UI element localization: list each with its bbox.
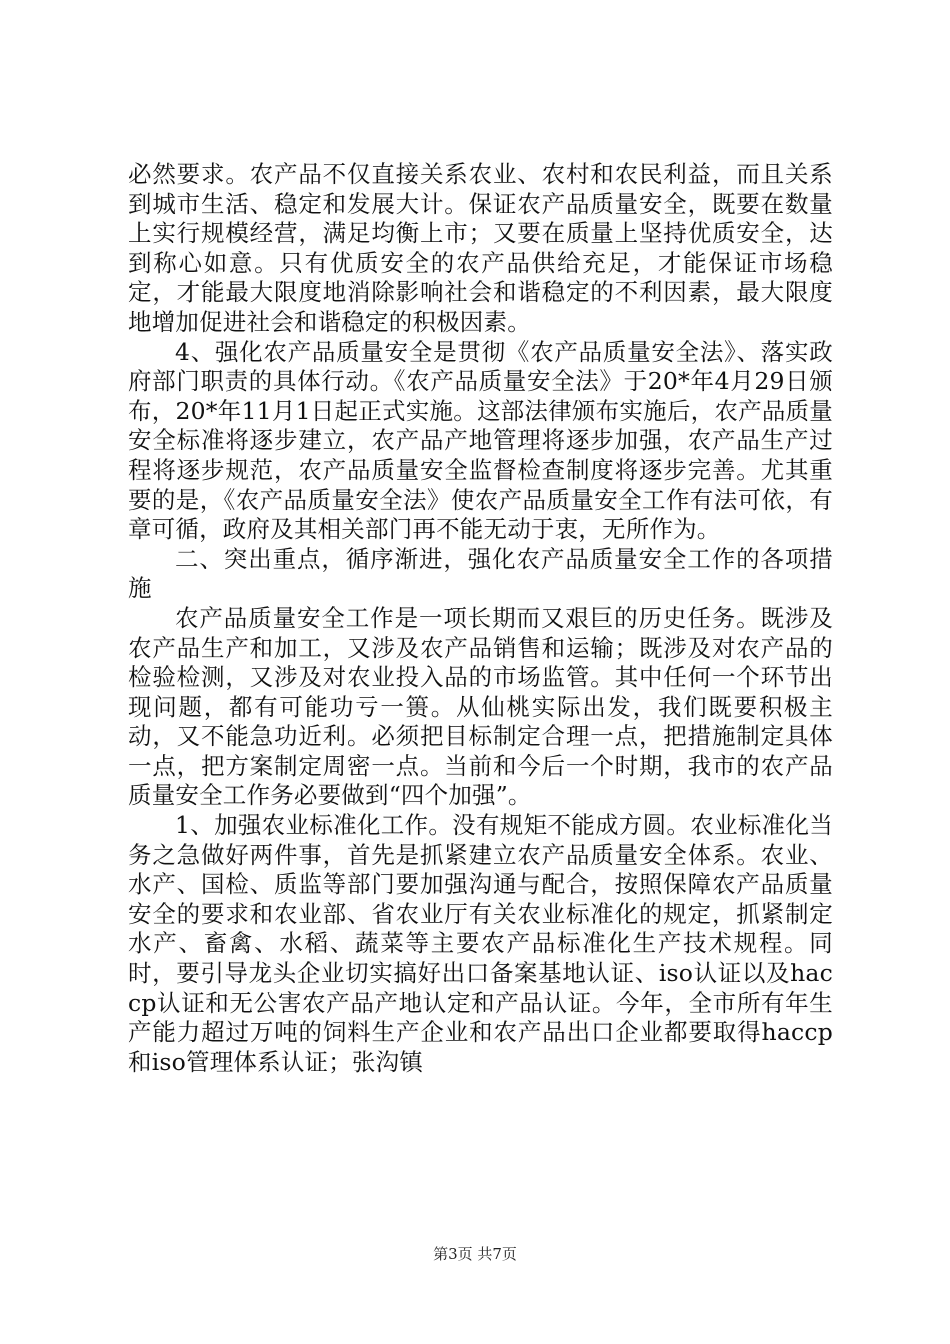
body-text bbox=[128, 160, 833, 1077]
section-heading-2: 二、突出重点，循序渐进，强化农产品质量安全工作的各项措施 bbox=[128, 544, 833, 603]
paragraph-item-1: 1、加强农业标准化工作。没有规矩不能成方圆。农业标准化当务之急做好两件事，首先是抓紧建立农产品质量安全体系。农业、水产、国检、质监等部门要加强沟通与配合，按照保障农产品质量安全的要求和农业部、省农业厅有关农业标准化的规定，抓紧制定水产、畜禽、水稻、蔬菜等主要农产品标准化生产技术规程。同时，要引导龙头企业切实搞好出口备案基地认证、iso认证以及haccp认证和无公害农产品产地认定和产品认证。今年，全市所有年生产能力超过万吨的饲料生产企业和农产品出口企业都要取得haccp和iso管理体系认证；张沟镇 bbox=[128, 811, 833, 1076]
paragraph-continuation: 必然要求。农产品不仅直接关系农业、农村和农民利益，而且关系到城市生活、稳定和发展大计。保证农产品质量安全，既要在数量上实行规模经营，满足均衡上市；又要在质量上坚持优质安全，达到称心如意。只有优质安全的农产品供给充足，才能保证市场稳定，才能最大限度地消除影响社会和谐稳定的不利因素，最大限度地增加促进社会和谐稳定的积极因素。 bbox=[128, 160, 833, 336]
page-footer: 第3页 共7页 bbox=[433, 1245, 517, 1263]
paragraph-section-intro: 农产品质量安全工作是一项长期而又艰巨的历史任务。既涉及农产品生产和加工，又涉及农产品销售和运输；既涉及对农产品的检验检测，又涉及对农业投入品的市场监管。其中任何一个环节出现问题，都有可能功亏一篑。从仙桃实际出发，我们既要积极主动，又不能急功近利。必须把目标制定合理一点，把措施制定具体一点，把方案制定周密一点。当前和今后一个时期，我市的农产品质量安全工作务必要做到“四个加强”。 bbox=[128, 603, 833, 810]
paragraph-item-4: 4、强化农产品质量安全是贯彻《农产品质量安全法》、落实政府部门职责的具体行动。《农产品质量安全法》于20*年4月29日颁布，20*年11月1日起正式实施。这部法律颁布实施后，农产品质量安全标准将逐步建立，农产品产地管理将逐步加强，农产品生产过程将逐步规范，农产品质量安全监督检查制度将逐步完善。尤其重要的是，《农产品质量安全法》使农产品质量安全工作有法可依，有章可循，政府及其相关部门再不能无动于衷，无所作为。 bbox=[128, 337, 833, 544]
